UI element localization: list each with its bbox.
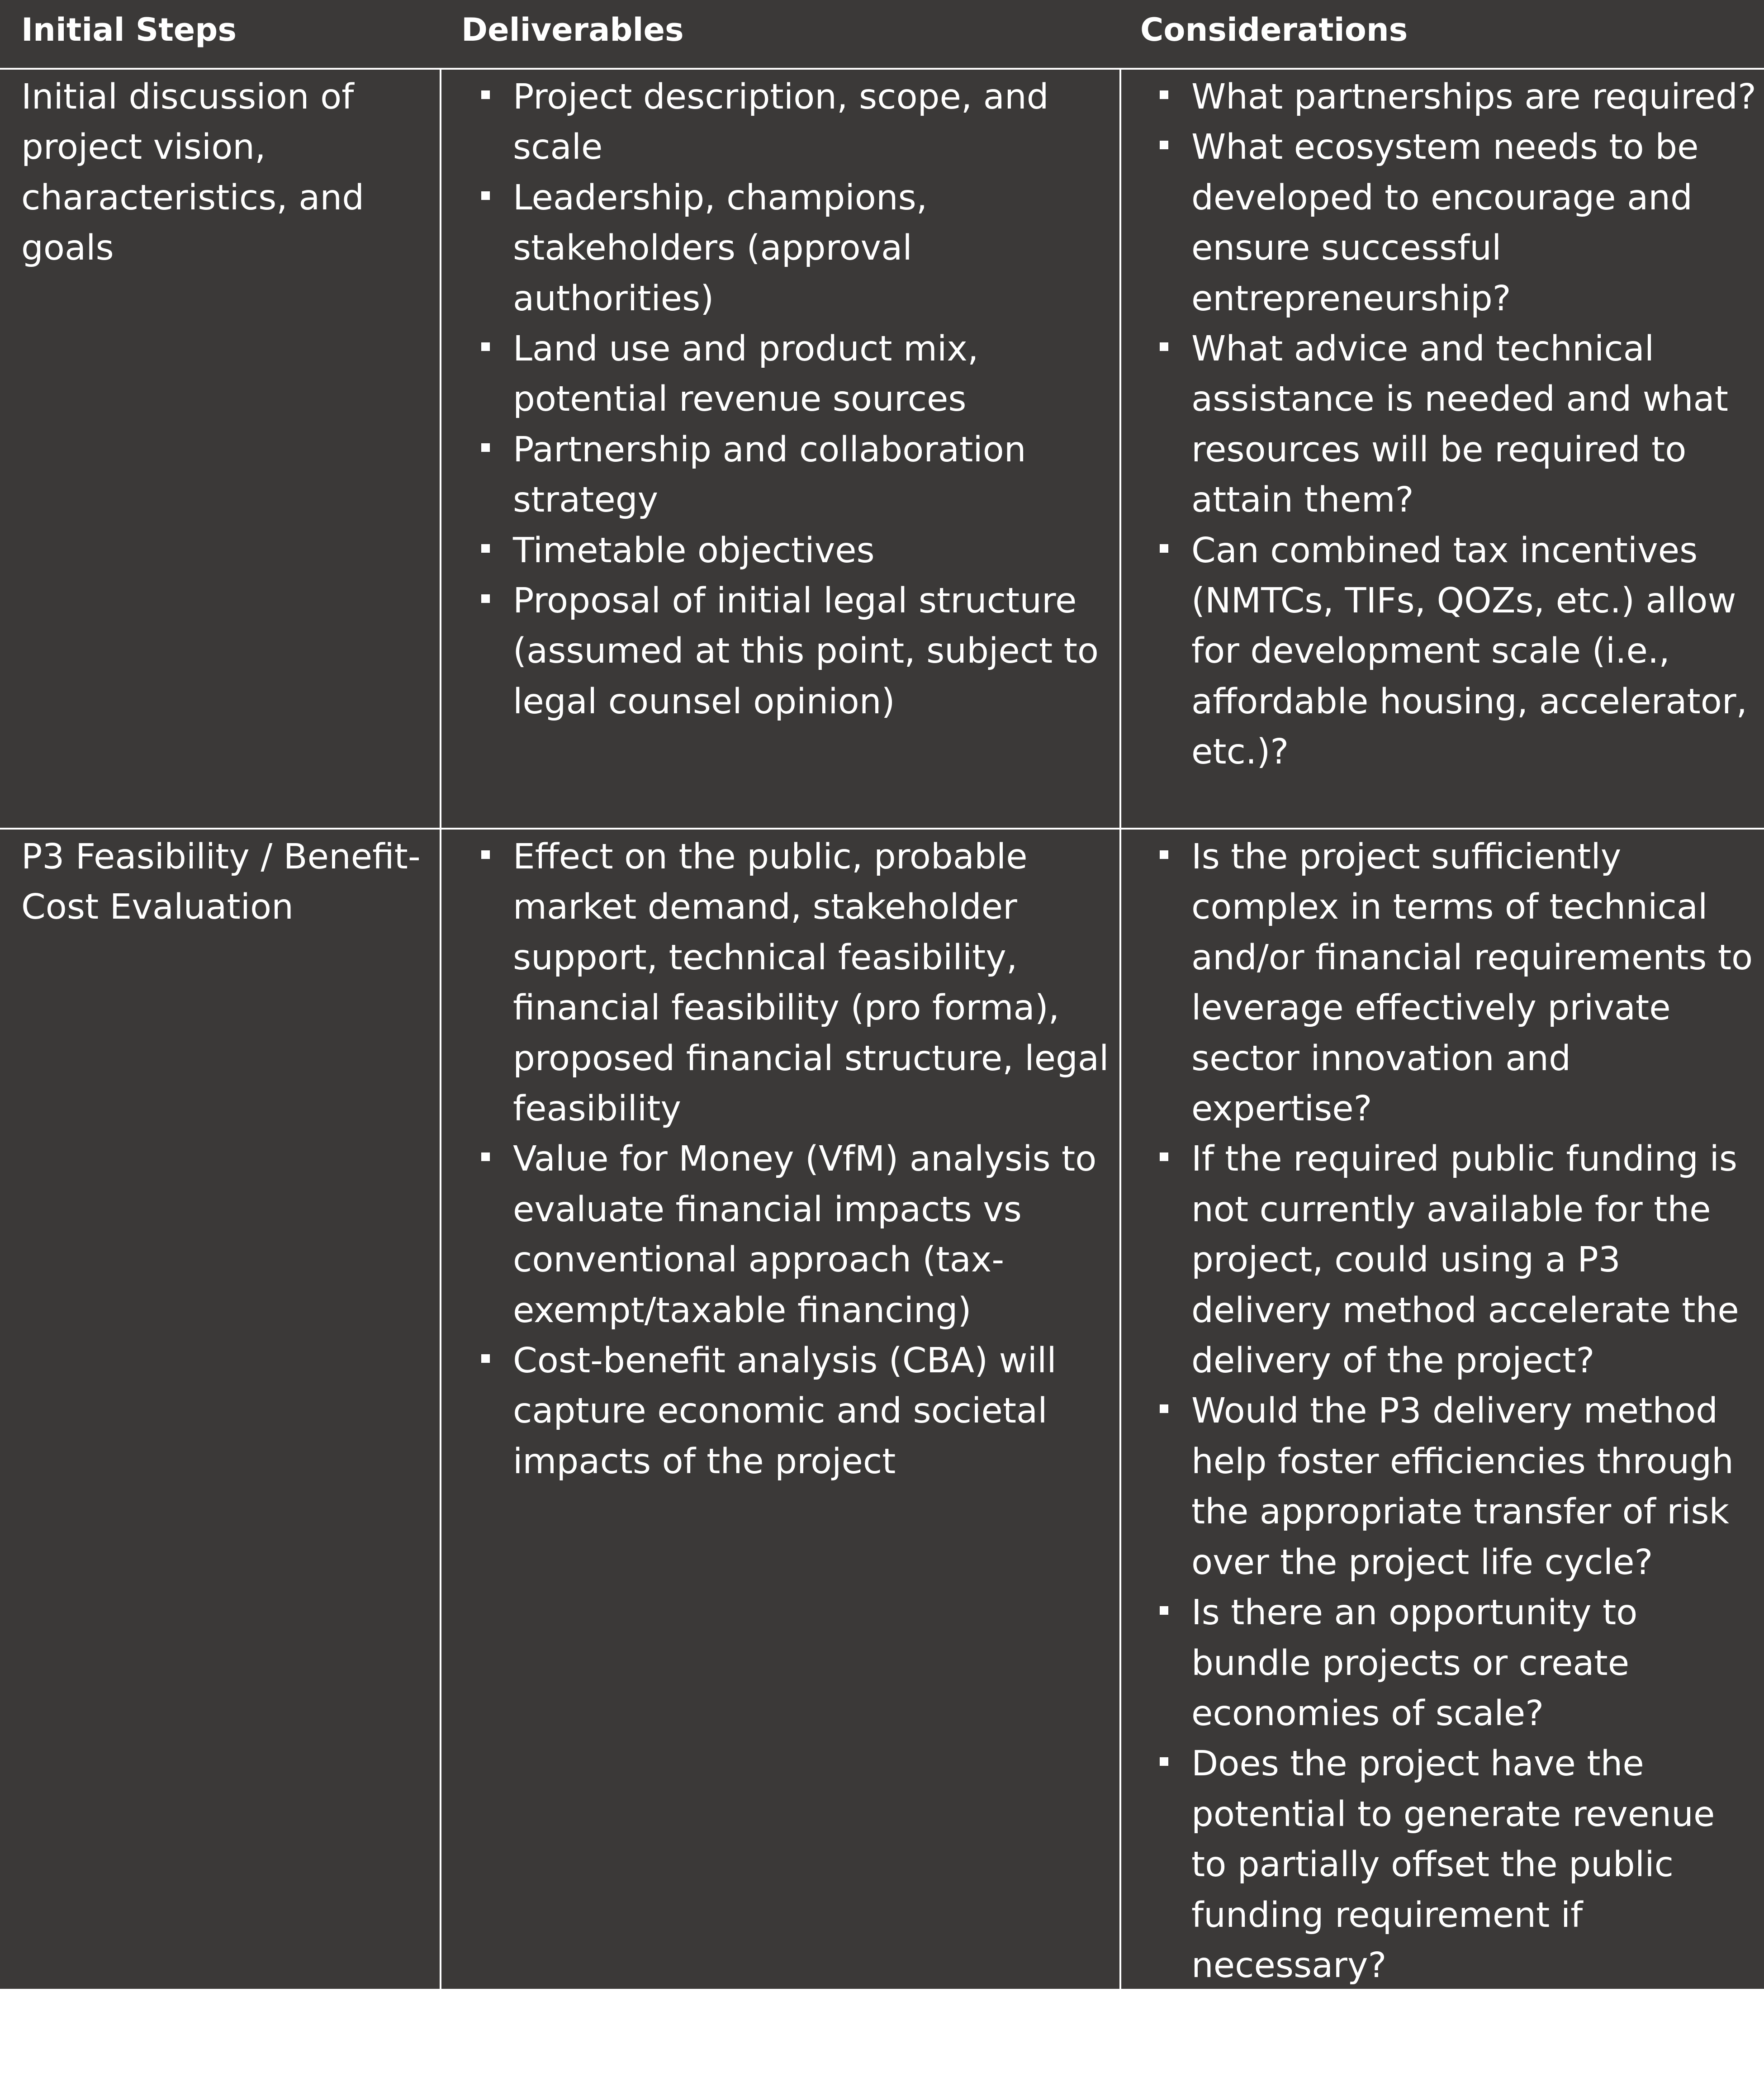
bullet-icon [1160,850,1168,859]
row-2-step: P3 Feasibility / Benefit-Cost Evaluation [21,837,421,928]
header-divider [0,68,1764,70]
list-item: Project description, scope, and scale [476,72,1109,173]
list-item: What advice and technical assistance is needed and what resources will be required to attain them? [1154,324,1758,526]
list-item: Partnership and collaboration strategy [476,425,1109,526]
list-item: Would the P3 delivery method help foster efficiencies through the appropriate transfer of risk over the project life cycle? [1154,1386,1758,1588]
bullet-icon [1160,1757,1168,1766]
header-initial-steps: Initial Steps [21,11,237,48]
list-item: Timetable objectives [476,526,1109,576]
row-1-deliverables [476,72,1109,727]
bullet-icon [481,191,490,200]
bullet-icon [481,850,490,859]
list-item: Is the project sufficiently complex in terms of technical and/or financial requirements to leverage effectively private sector innovation and expertise? [1154,832,1758,1134]
list-item: If the required public funding is not currently available for the project, could using a P3 delivery method accelerate the delivery of the project? [1154,1134,1758,1386]
bullet-icon [1160,1606,1168,1615]
row-2-deliverables [476,832,1109,1487]
bullet-icon [481,1152,490,1161]
row-1-considerations [1154,72,1758,778]
column-divider-2 [1119,68,1121,1989]
bullet-icon [481,443,490,452]
bullet-icon [481,594,490,603]
list-item: Can combined tax incentives (NMTCs, TIFs, QOZs, etc.) allow for development scale (i.e., affordable housing, accelerator, etc.)? [1154,526,1758,778]
list-item: Value for Money (VfM) analysis to evaluate financial impacts vs conventional approach (tax-exempt/taxable financing) [476,1134,1109,1336]
list-item: Cost-benefit analysis (CBA) will capture economic and societal impacts of the project [476,1336,1109,1487]
bullet-icon [481,1354,490,1363]
bullet-icon [481,544,490,553]
list-item: Is there an opportunity to bundle projects or create economies of scale? [1154,1588,1758,1739]
bullet-icon [1160,90,1168,99]
row-2-considerations [1154,832,1758,1991]
bullet-icon [1160,1152,1168,1161]
bullet-icon [481,342,490,351]
list-item: Land use and product mix, potential revenue sources [476,324,1109,425]
list-item: Effect on the public, probable market demand, stakeholder support, technical feasibility, financial feasibility (pro forma), proposed financial structure, legal feasibility [476,832,1109,1134]
row-1-step: Initial discussion of project vision, characteristics, and goals [21,77,365,269]
list-item: Proposal of initial legal structure (assumed at this point, subject to legal counsel opinion) [476,576,1109,727]
bullet-icon [1160,1404,1168,1413]
bullet-icon [1160,141,1168,149]
header-deliverables: Deliverables [461,11,684,48]
bullet-icon [1160,544,1168,553]
list-item: What partnerships are required? [1154,72,1758,122]
bullet-icon [481,90,490,99]
list-item: Does the project have the potential to generate revenue to partially offset the public funding requirement if necessary? [1154,1739,1758,1991]
bullet-icon [1160,342,1168,351]
row-divider [0,828,1764,830]
list-item: Leadership, champions, stakeholders (approval authorities) [476,173,1109,324]
list-item: What ecosystem needs to be developed to encourage and ensure successful entrepreneurship? [1154,122,1758,324]
column-divider-1 [440,68,441,1989]
header-considerations: Considerations [1140,11,1408,48]
